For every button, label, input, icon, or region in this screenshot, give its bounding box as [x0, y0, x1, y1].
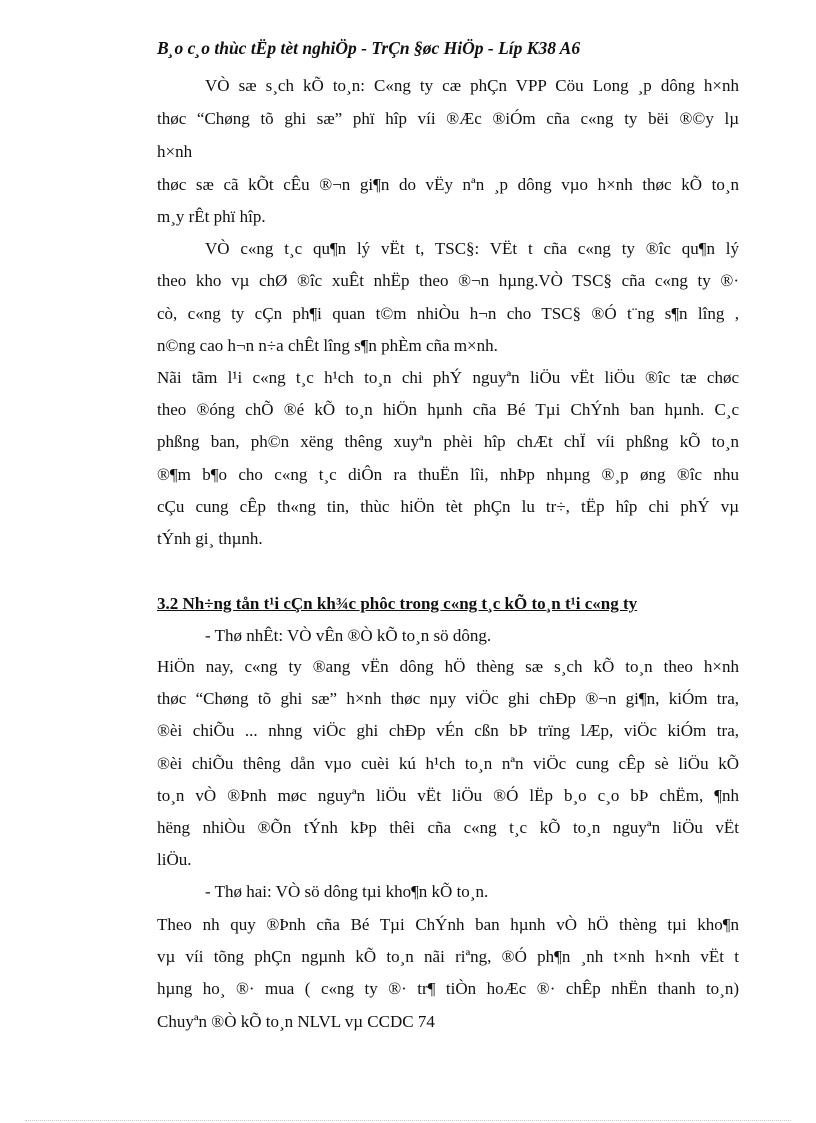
para1-line-1: VÒ sæ s¸ch kÕ to¸n: C«ng ty cæ phÇn VPP Cöu Long ¸p dông h×nh	[205, 76, 739, 95]
page-header: B¸o c¸o thùc tËp tèt nghiÖp - TrÇn §øc HiÖp - Líp K38 A6	[157, 38, 581, 58]
para2-line-3: cò, c«ng ty cÇn ph¶i quan t©m nhiÒu h¬n cho TSC§ ®Ó t¨ng s¶n lîng ,	[157, 304, 739, 323]
para1-line-2: thøc “Chøng tõ ghi sæ” phï hîp víi ®Æc ®iÓm cña c«ng ty bëi ®©y lµ	[157, 109, 739, 128]
item1-title: - Thø nhÊt: VÒ vÊn ®Ò kÕ to¸n sö dông.	[205, 626, 492, 645]
para3-line-3: phßng ban, ph©n xëng thêng xuyªn phèi hîp chÆt chÏ víi phßng kÕ to¸n	[157, 432, 739, 451]
para3-line-5: cÇu cung cÊp th«ng tin, thùc hiÖn tèt phÇn lu tr÷, tËp hîp chi phÝ vµ	[157, 497, 739, 516]
para1-line-3: h×nh	[157, 142, 193, 161]
para5-line-4: Chuyªn ®Ò kÕ to¸n NLVL vµ CCDC 74	[157, 1012, 435, 1031]
para3-line-2: theo ®óng chÕ ®é kÕ to¸n hiÖn hµnh cña Bé Tµi ChÝnh ban hµnh. C¸c	[157, 400, 739, 419]
para5-line-2: vµ víi tõng phÇn ngµnh kÕ to¸n nãi riªng, ®Ó ph¶n ¸nh t×nh h×nh vËt t	[157, 947, 739, 966]
para4-line-3: ®èi chiÕu ... nhng viÖc ghi chÐp vÉn cßn bÞ trïng lÆp, viÖc kiÓm tra,	[157, 721, 739, 740]
para2-line-1: VÒ c«ng t¸c qu¶n lý vËt t, TSC§: VËt t cña c«ng ty ®îc qu¶n lý	[205, 239, 739, 258]
para3-line-6: tÝnh gi¸ thµnh.	[157, 529, 263, 548]
para4-line-7: liÖu.	[157, 850, 192, 869]
para4-line-4: ®èi chiÕu thêng dån vµo cuèi kú h¹ch to¸n nªn viÖc cung cÊp sè liÖu kÕ	[157, 754, 739, 773]
para2-line-4: n©ng cao h¬n n÷a chÊt lîng s¶n phÈm cña m×nh.	[157, 336, 498, 355]
section-heading: 3.2 Nh÷ng tån t¹i cÇn kh¾c phôc trong c«ng t¸c kÕ to¸n t¹i c«ng ty	[157, 594, 638, 613]
para4-line-2: thøc “Chøng tõ ghi sæ” h×nh thøc nµy viÖc ghi chÐp ®¬n gi¶n, kiÓm tra,	[157, 689, 739, 708]
para1-line-4: thøc sæ cã kÕt cÊu ®¬n gi¶n do vËy nªn ¸p dông vµo h×nh thøc kÕ to¸n	[157, 175, 739, 194]
footer-divider	[25, 1120, 791, 1121]
para5-line-1: Theo nh quy ®Þnh cña Bé Tµi ChÝnh ban hµnh vÒ hÖ thèng tµi kho¶n	[157, 915, 739, 934]
para2-line-2: theo kho vµ chØ ®îc xuÊt nhËp theo ®¬n hµng.VÒ TSC§ cña c«ng ty ®·	[157, 271, 739, 290]
para1-line-5: m¸y rÊt phï hîp.	[157, 207, 266, 226]
para5-line-3: hµng ho¸ ®· mua ( c«ng ty ®· tr¶ tiÒn hoÆc ®· chÊp nhËn thanh to¸n)	[157, 979, 739, 998]
para4-line-1: HiÖn nay, c«ng ty ®ang vËn dông hÖ thèng sæ s¸ch kÕ to¸n theo h×nh	[157, 657, 739, 676]
para3-line-4: ®¶m b¶o cho c«ng t¸c diÔn ra thuËn lîi, nhÞp nhµng ®¸p øng ®îc nhu	[157, 465, 739, 484]
para3-line-1: Nãi tãm l¹i c«ng t¸c h¹ch to¸n chi phÝ nguyªn liÖu vËt liÖu ®îc tæ chøc	[157, 368, 739, 387]
para4-line-6: hëng nhiÒu ®Õn tÝnh kÞp thêi cña c«ng t¸c kÕ to¸n nguyªn liÖu vËt	[157, 818, 739, 837]
para4-line-5: to¸n vÒ ®Þnh møc nguyªn liÖu vËt liÖu ®Ó lËp b¸o c¸o bÞ chËm, ¶nh	[157, 786, 739, 805]
item2-title: - Thø hai: VÒ sö dông tµi kho¶n kÕ to¸n.	[205, 882, 489, 901]
